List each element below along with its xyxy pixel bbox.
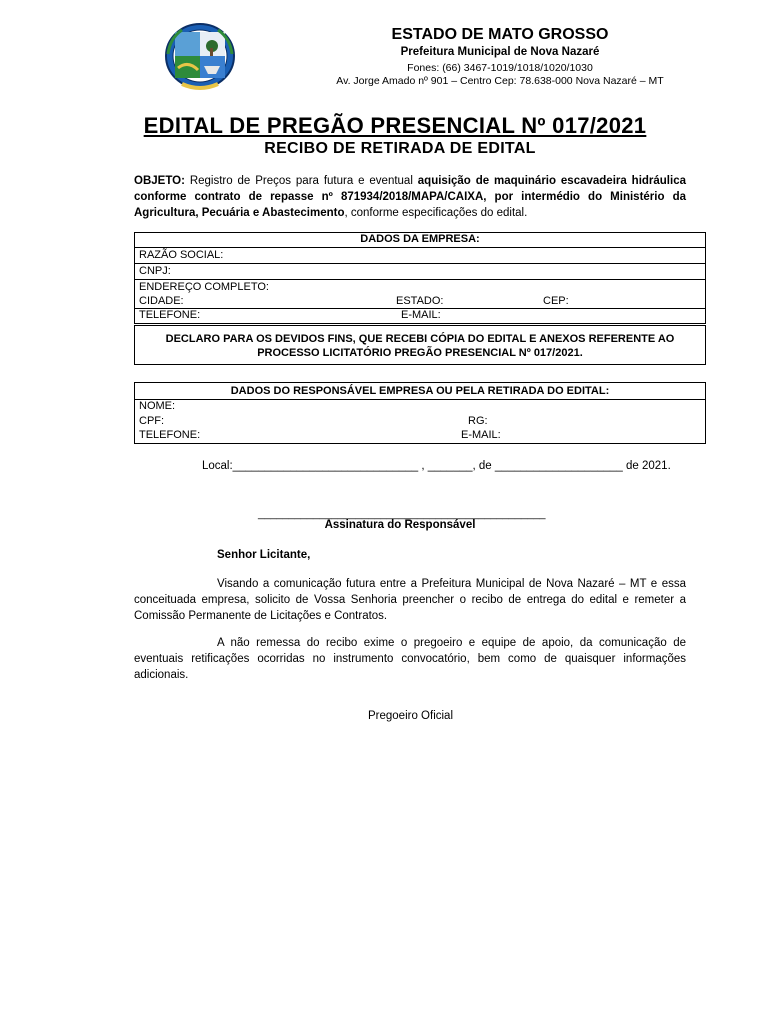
header-state: ESTADO DE MATO GROSSO — [391, 26, 609, 43]
email-label: E-MAIL: — [401, 309, 441, 321]
document-title: EDITAL DE PREGÃO PRESENCIAL Nº 017/2021 — [143, 113, 647, 138]
company-data-box — [134, 232, 706, 324]
paragraph-1: Visando a comunicação futura entre a Prefeitura Municipal de Nova Nazaré – MT e essa conceituada empresa, solicito de Vossa Senhoria preencher o recibo de entrega do edital e remeter a Comissão Permanente de Licitações e Contratos. — [134, 578, 686, 622]
paragraph-2: A não remessa do recibo exime o pregoeiro e equipe de apoio, da comunicação de eventuais retificações ocorridas no instrumento convocatório, bem como de quaisquer informações adicionais. — [134, 637, 686, 681]
cep-label: CEP: — [543, 295, 569, 307]
objeto-text-2: , conforme especificações do edital. — [344, 207, 528, 219]
nome-label: NOME: — [139, 400, 176, 412]
company-data-header: DADOS DA EMPRESA: — [360, 233, 480, 245]
header-prefeitura: Prefeitura Municipal de Nova Nazaré — [400, 46, 600, 58]
signature-line: _______________________________________________ — [258, 508, 546, 520]
document-subtitle: RECIBO DE RETIRADA DE EDITAL — [264, 140, 536, 157]
signature-label: Assinatura do Responsável — [324, 519, 476, 531]
cpf-label: CPF: — [139, 415, 165, 427]
objeto-bold-text: aquisição de maquinário escavadeira hidráulica conforme contrato de repasse nº 871934/2018/MAPA/CAIXA, por intermédio do Ministério da Agricultura, Pecuária e Abastecimento — [134, 175, 686, 219]
objeto-text-1: Registro de Preços para futura e eventual — [184, 175, 418, 187]
responsible-data-header: DADOS DO RESPONSÁVEL EMPRESA OU PELA RETIRADA DO EDITAL: — [230, 385, 610, 397]
greeting: Senhor Licitante, — [217, 549, 311, 561]
rg-label: RG: — [468, 415, 488, 427]
responsible-email-label: E-MAIL: — [461, 429, 501, 441]
razao-social-label: RAZÃO SOCIAL: — [139, 249, 224, 261]
responsible-data-box — [134, 382, 706, 444]
objeto-paragraph — [134, 173, 686, 221]
closing-signature: Pregoeiro Oficial — [368, 710, 454, 722]
municipal-seal-logo — [160, 18, 240, 94]
cidade-label: CIDADE: — [139, 295, 184, 307]
objeto-label: OBJETO: — [134, 175, 185, 187]
cnpj-label: CNPJ: — [139, 265, 171, 277]
telefone-label: TELEFONE: — [139, 309, 201, 321]
endereco-label: ENDEREÇO COMPLETO: — [139, 281, 269, 293]
estado-label: ESTADO: — [396, 295, 444, 307]
header-address: Av. Jorge Amado nº 901 – Centro Cep: 78.638-000 Nova Nazaré – MT — [336, 75, 664, 87]
responsible-telefone-label: TELEFONE: — [139, 429, 201, 441]
header-phones: Fones: (66) 3467-1019/1018/1020/1030 — [407, 62, 593, 74]
declaration-text: DECLARO PARA OS DEVIDOS FINS, QUE RECEBI CÓPIA DO EDITAL E ANEXOS REFERENTE AO PROCESSO LICITATÓRIO PREGÃO PRESENCIAL Nº 017/2021. — [165, 333, 675, 359]
local-date-line: Local:_____________________________ , _______, de ____________________ de 2021. — [202, 460, 671, 472]
